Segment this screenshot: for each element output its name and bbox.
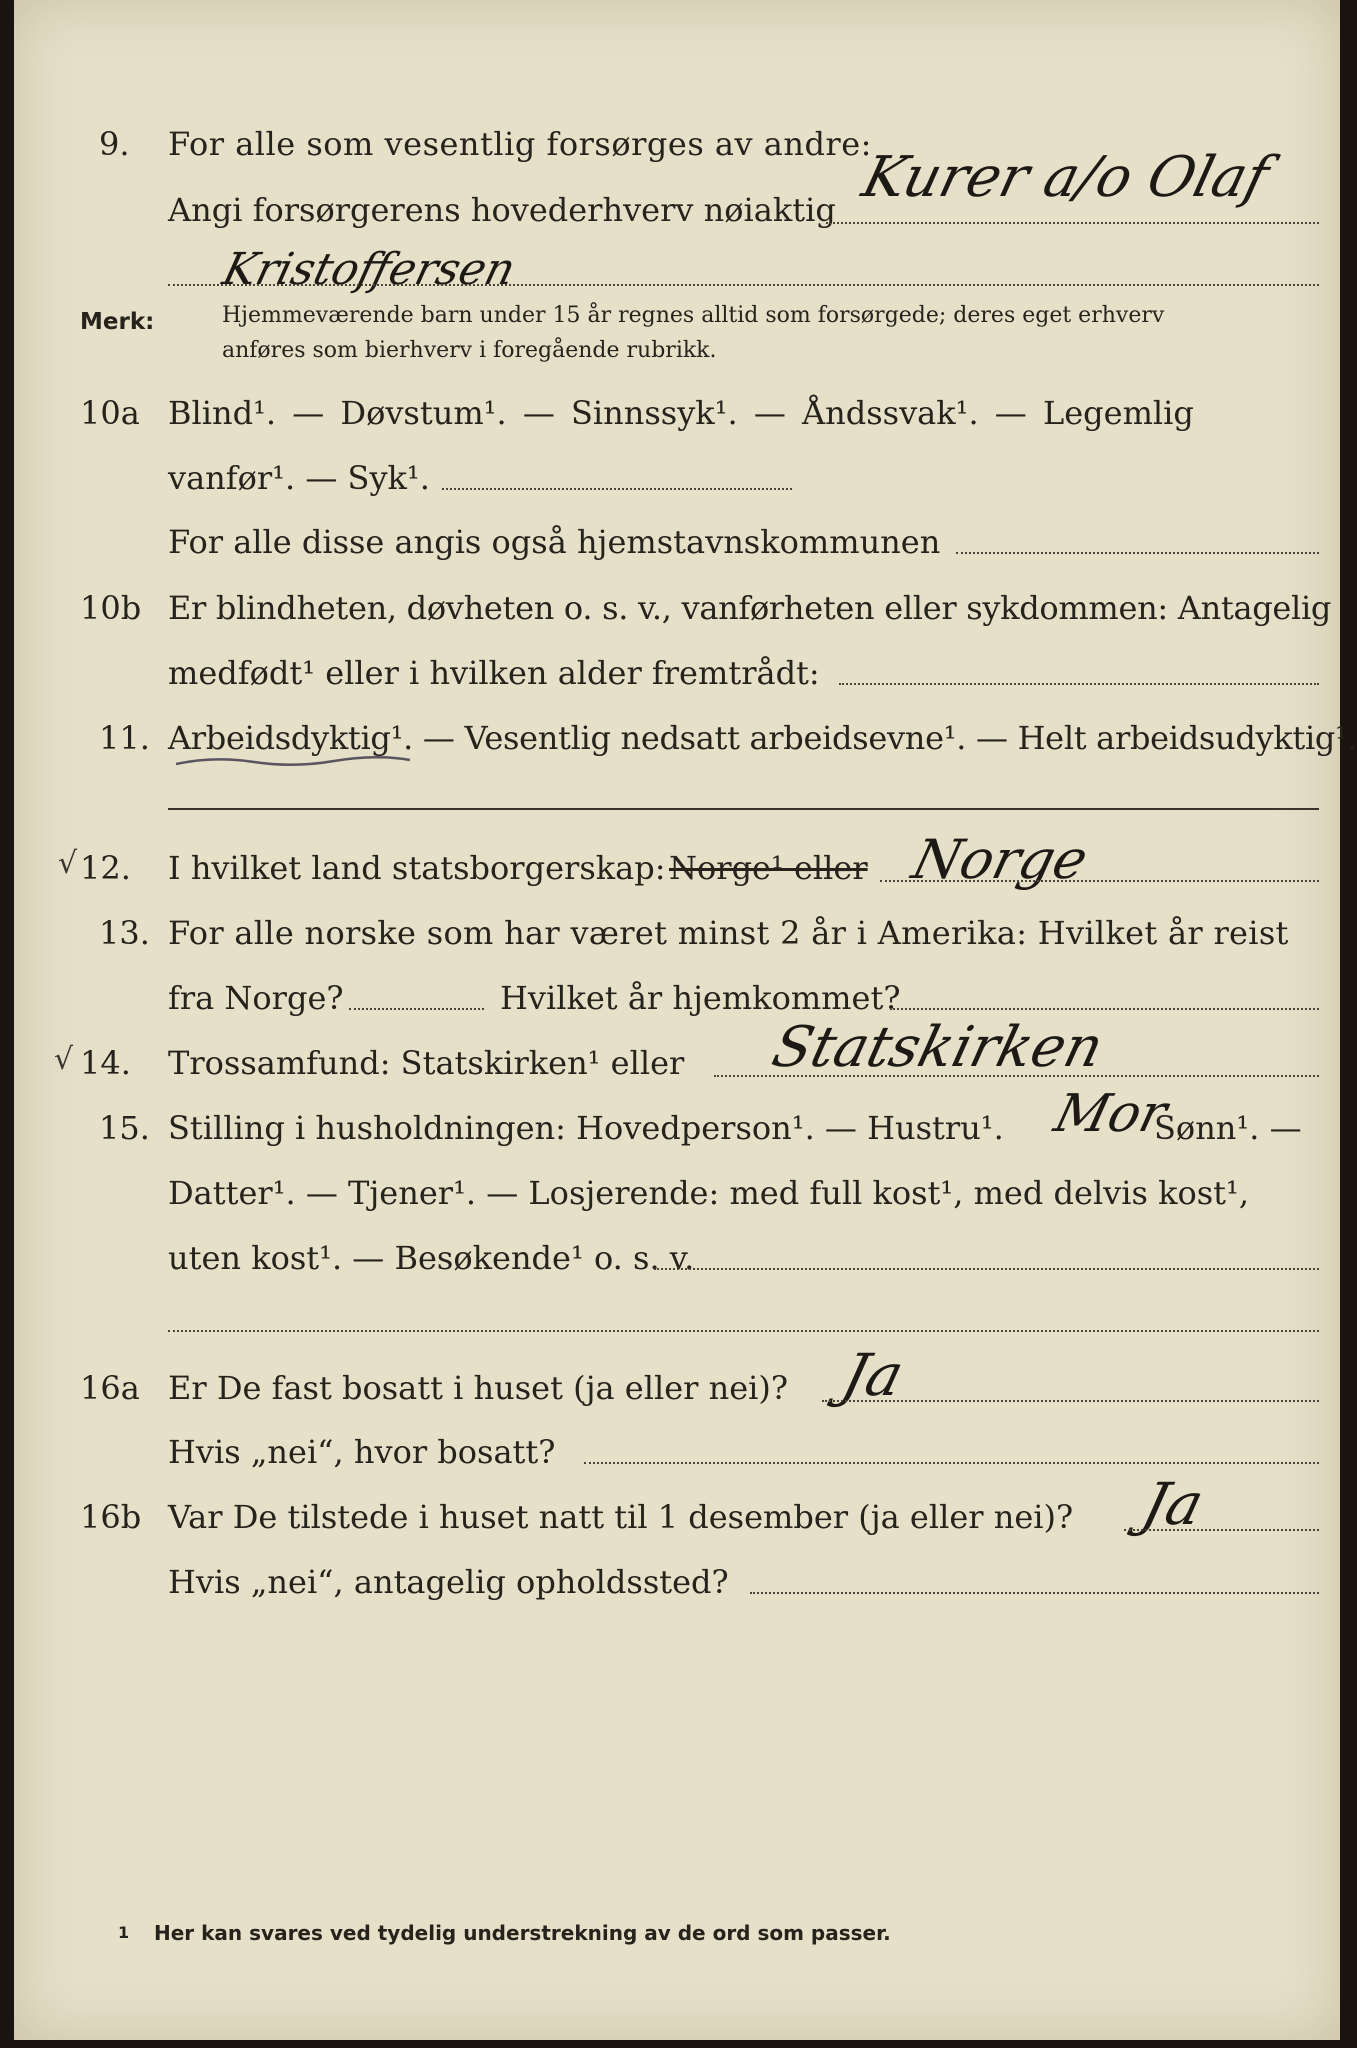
q9-handwritten-occupation: Kurer a/o Olaf <box>856 145 1276 210</box>
q16a-handwritten-answer: Ja <box>835 1341 911 1409</box>
q16b-number: 16b <box>80 1498 142 1536</box>
q10a-line2: vanfør¹. — Syk¹. <box>168 459 430 497</box>
merk-label: Merk: <box>80 309 155 335</box>
q9-handwritten-name: Kristoffersen <box>217 244 521 295</box>
q10b-answer-line <box>839 683 1319 685</box>
q11-line1: Arbeidsdyktig¹. — Vesentlig nedsatt arbeidsevne¹. — Helt arbeidsudyktig¹. <box>168 719 1357 757</box>
q10a-line1: Blind¹. — Døvstum¹. — Sinnssyk¹. — Åndssvak¹. — Legemlig <box>168 394 1194 432</box>
q13-return-line <box>890 1008 1319 1010</box>
q16a-number: 16a <box>80 1369 140 1407</box>
q12-checkmark: √ <box>58 846 78 881</box>
census-form-page <box>14 0 1357 2040</box>
q14-number: 14. <box>80 1044 131 1082</box>
q16a-answer-line <box>822 1400 1319 1402</box>
q9-line1: For alle som vesentlig forsørges av andre: <box>168 125 872 163</box>
q9-line2: Angi forsørgerens hovederhverv nøiaktig <box>168 191 836 229</box>
q13-line2a: fra Norge? <box>168 979 344 1017</box>
merk-line2: anføres som bierhverv i foregående rubrikk. <box>222 338 717 363</box>
q10a-number: 10a <box>80 394 140 432</box>
footnote-text: Her kan svares ved tydelig understrekning av de ord som passer. <box>154 1921 891 1945</box>
q15-answer-line2 <box>168 1330 1319 1332</box>
q15-answer-line1 <box>654 1268 1319 1270</box>
q16a-line2: Hvis „nei“, hvor bosatt? <box>168 1433 556 1471</box>
q10a-home-line <box>956 552 1319 554</box>
q16a-line1: Er De fast bosatt i huset (ja eller nei)? <box>168 1369 789 1407</box>
q15-line1: Stilling i husholdningen: Hovedperson¹. — Hustru¹. <box>168 1109 1004 1147</box>
q15-line1b: Sønn¹. — <box>1154 1109 1302 1147</box>
q10b-line2: medfødt¹ eller i hvilken alder fremtrådt: <box>168 654 820 692</box>
q10a-answer-line <box>442 488 792 490</box>
q16b-line2: Hvis „nei“, antagelig opholdssted? <box>168 1563 729 1601</box>
q11-handwritten-underline <box>174 752 414 772</box>
q9-number: 9. <box>99 125 130 163</box>
q16b-line1: Var De tilstede i huset natt til 1 desember (ja eller nei)? <box>168 1498 1074 1536</box>
q14-answer-line <box>714 1075 1319 1077</box>
q10b-line1: Er blindheten, døvheten o. s. v., vanførheten eller sykdommen: Antagelig <box>168 589 1332 627</box>
q16a-residence-line <box>584 1462 1319 1464</box>
q16b-answer-line <box>1124 1529 1319 1531</box>
q15-line2: Datter¹. — Tjener¹. — Losjerende: med full kost¹, med delvis kost¹, <box>168 1174 1250 1212</box>
q13-line1: For alle norske som har været minst 2 år i Amerika: Hvilket år reist <box>168 914 1289 952</box>
q11-number: 11. <box>99 719 150 757</box>
q12-line1: I hvilket land statsborgerskap: <box>168 849 666 887</box>
q12-struck-option: Norge¹ eller <box>669 849 868 887</box>
q13-line2b: Hvilket år hjemkommet? <box>500 979 901 1017</box>
merk-line1: Hjemmeværende barn under 15 år regnes alltid som forsørgede; deres eget erhverv <box>222 303 1165 328</box>
q9-answer-line2 <box>168 284 1319 286</box>
q11-answer-line <box>168 808 1319 810</box>
q9-answer-line1 <box>826 222 1319 224</box>
q12-answer-line <box>880 880 1319 882</box>
q15-line3: uten kost¹. — Besøkende¹ o. s. v. <box>168 1239 695 1277</box>
q12-number: 12. <box>80 849 131 887</box>
footnote-mark: 1 <box>118 1923 130 1942</box>
q10a-line3: For alle disse angis også hjemstavnskommunen <box>168 523 941 561</box>
q14-checkmark: √ <box>54 1042 74 1077</box>
q15-handwritten-answer: Mor <box>1048 1084 1173 1144</box>
q12-handwritten-answer: Norge <box>906 828 1095 891</box>
q13-departure-line <box>349 1008 484 1010</box>
q14-line1: Trossamfund: Statskirken¹ eller <box>168 1044 685 1082</box>
q16b-location-line <box>750 1592 1319 1594</box>
q13-number: 13. <box>99 914 150 952</box>
q14-handwritten-answer: Statskirken <box>766 1015 1110 1080</box>
q15-number: 15. <box>99 1109 150 1147</box>
q16b-handwritten-answer: Ja <box>1135 1470 1211 1538</box>
q10b-number: 10b <box>80 589 142 627</box>
